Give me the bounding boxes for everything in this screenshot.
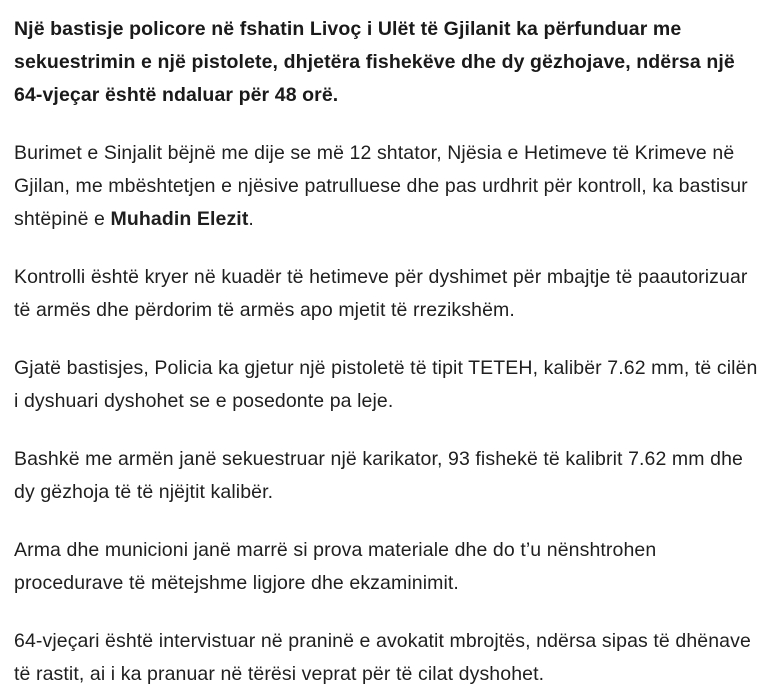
paragraph-evidence: Arma dhe municioni janë marrë si prova materiale dhe do t’u nënshtrohen procedurave të mëtejshme ligjore dhe ekzaminimit. <box>14 539 657 594</box>
paragraph-text: Burimet e Sinjalit bëjnë me dije se më 12 shtator, Njësia e Hetimeve të Krimeve në Gjilan, me mbështetjen e njësive patrulluese dhe pas urdhrit për kontroll, ka bastisur shtëpinë e <box>14 142 748 230</box>
article-lead: Një bastisje policore në fshatin Livoç i Ulët të Gjilanit ka përfunduar me sekuestrimin e një pistolete, dhjetëra fishekëve dhe dy gëzhojave, ndërsa një 64-vjeçar është ndaluar për 48 orë. <box>14 18 735 106</box>
paragraph-ammunition: Bashkë me armën janë sekuestruar një karikator, 93 fishekë të kalibrit 7.62 mm dhe dy gëzhoja të të njëjtit kalibër. <box>14 448 743 503</box>
paragraph-search-report <box>14 137 762 236</box>
article-body <box>14 13 762 691</box>
suspect-name: Muhadin Elezit <box>110 208 249 230</box>
paragraph-punctuation: . <box>248 208 254 230</box>
paragraph-interview: 64-vjeçari është intervistuar në praninë e avokatit mbrojtës, ndërsa sipas të dhënave të rastit, ai i ka pranuar në tërësi veprat për të cilat dyshohet. <box>14 630 751 685</box>
paragraph-weapon-found: Gjatë bastisjes, Policia ka gjetur një pistoletë të tipit TETEH, kalibër 7.62 mm, të cilën i dyshuari dyshohet se e posedonte pa leje. <box>14 357 758 412</box>
paragraph-investigation: Kontrolli është kryer në kuadër të hetimeve për dyshimet për mbajtje të paautorizuar të armës dhe përdorim të armës apo mjetit të rrezikshëm. <box>14 266 748 321</box>
